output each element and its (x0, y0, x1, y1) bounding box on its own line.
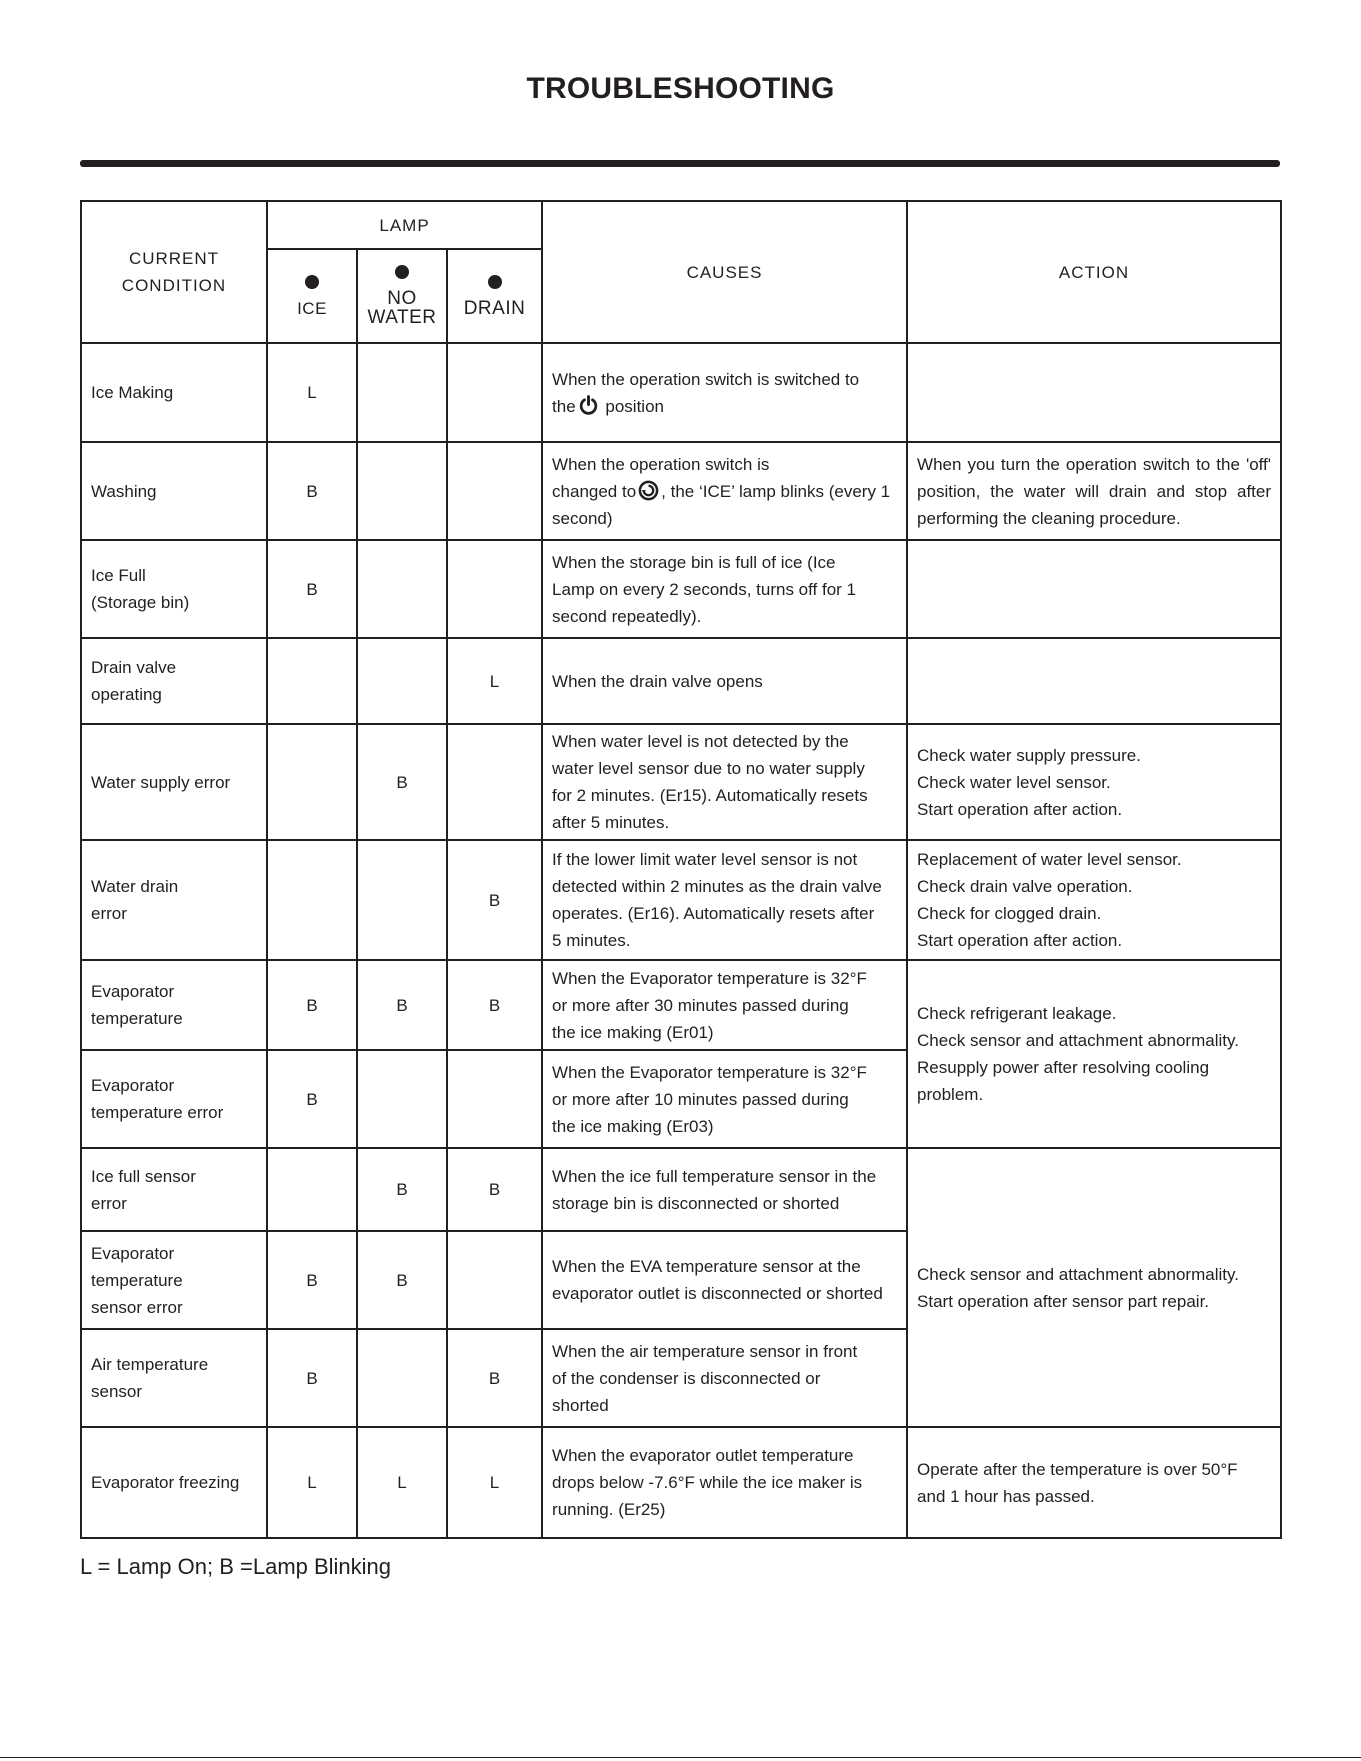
condition-cell: Evaporator temperature sensor error (81, 1231, 267, 1329)
lamp-label-drain: DRAIN (463, 297, 526, 319)
lamp-drain-cell: B (447, 1329, 542, 1427)
condition-cell: Evaporator temperature (81, 960, 267, 1050)
condition-cell: Evaporator temperature error (81, 1050, 267, 1148)
action-cell: When you turn the operation switch to the 'off' position, the water will drain and stop after performing the cleaning procedure. (907, 442, 1281, 540)
action-cell: Check refrigerant leakage. Check sensor and attachment abnormality. Resupply power after resolving cooling problem. (907, 960, 1281, 1148)
header-action: ACTION (907, 201, 1281, 343)
action-cell: Check sensor and attachment abnormality. Start operation after sensor part repair. (907, 1148, 1281, 1427)
cause-cell: If the lower limit water level sensor is not detected within 2 minutes as the drain valve operates. (Er16). Automatically resets after 5 minutes. (542, 840, 907, 960)
action-cell: Operate after the temperature is over 50°F and 1 hour has passed. (907, 1427, 1281, 1538)
table-row (81, 343, 1281, 442)
lamp-dot-icon (305, 275, 319, 289)
table-row (81, 442, 1281, 540)
cause-cell: When the Evaporator temperature is 32°F or more after 10 minutes passed during the ice making (Er03) (542, 1050, 907, 1148)
lamp-drain-cell: B (447, 960, 542, 1050)
condition-cell: Water drain error (81, 840, 267, 960)
lamp-ice-cell: B (267, 540, 357, 638)
troubleshooting-table (80, 200, 1282, 1539)
action-cell (907, 540, 1281, 638)
header-lamp: LAMP (267, 201, 542, 249)
lamp-no-water-cell: B (357, 724, 447, 840)
header-lamp-no-water (357, 249, 447, 343)
header-lamp-drain (447, 249, 542, 343)
table-row (81, 724, 1281, 840)
condition-cell: Air temperature sensor (81, 1329, 267, 1427)
condition-cell: Ice full sensor error (81, 1148, 267, 1231)
lamp-ice-cell: B (267, 1050, 357, 1148)
table-row (81, 960, 1281, 1050)
cause-cell: When the storage bin is full of ice (Ice Lamp on every 2 seconds, turns off for 1 second repeatedly). (542, 540, 907, 638)
lamp-drain-cell (447, 442, 542, 540)
lamp-ice-cell: B (267, 960, 357, 1050)
lamp-no-water-cell: L (357, 1427, 447, 1538)
condition-cell: Drain valve operating (81, 638, 267, 724)
lamp-ice-cell: B (267, 442, 357, 540)
cause-cell: When the drain valve opens (542, 638, 907, 724)
lamp-no-water-cell: B (357, 1148, 447, 1231)
lamp-drain-cell (447, 1050, 542, 1148)
lamp-no-water-cell (357, 442, 447, 540)
lamp-dot-icon (488, 275, 502, 289)
table-row (81, 638, 1281, 724)
lamp-no-water-cell: B (357, 960, 447, 1050)
power-icon (578, 395, 599, 416)
lamp-ice-cell (267, 724, 357, 840)
lamp-label-no-water: NO WATER (367, 288, 437, 328)
lamp-no-water-cell (357, 1329, 447, 1427)
cause-cell: When the Evaporator temperature is 32°F or more after 30 minutes passed during the ice making (Er01) (542, 960, 907, 1050)
lamp-ice-cell (267, 1148, 357, 1231)
action-cell: Replacement of water level sensor. Check drain valve operation. Check for clogged drain. Start operation after action. (907, 840, 1281, 960)
title-divider (80, 160, 1280, 167)
lamp-drain-cell (447, 1231, 542, 1329)
cause-cell: When the operation switch is switched to the position (542, 343, 907, 442)
action-cell (907, 343, 1281, 442)
cause-cell: When the EVA temperature sensor at the evaporator outlet is disconnected or shorted (542, 1231, 907, 1329)
lamp-drain-cell (447, 540, 542, 638)
lamp-dot-icon (395, 265, 409, 279)
table-row (81, 540, 1281, 638)
condition-cell: Ice Making (81, 343, 267, 442)
lamp-label-ice: ICE (297, 298, 327, 318)
cause-cell: When the operation switch is changed to , the ‘ICE’ lamp blinks (every 1 second) (542, 442, 907, 540)
lamp-drain-cell: L (447, 638, 542, 724)
action-cell (907, 638, 1281, 724)
header-lamp-ice (267, 249, 357, 343)
footer-divider (0, 1757, 1361, 1758)
lamp-ice-cell: B (267, 1329, 357, 1427)
lamp-no-water-cell (357, 1050, 447, 1148)
lamp-drain-cell: B (447, 1148, 542, 1231)
lamp-no-water-cell (357, 840, 447, 960)
page-title: TROUBLESHOOTING (526, 72, 835, 105)
cause-cell: When water level is not detected by the water level sensor due to no water supply for 2 minutes. (Er15). Automatically resets after 5 minutes. (542, 724, 907, 840)
lamp-no-water-cell (357, 638, 447, 724)
lamp-no-water-cell (357, 540, 447, 638)
lamp-ice-cell (267, 840, 357, 960)
header-current-condition: CURRENT CONDITION (81, 201, 267, 343)
condition-cell: Evaporator freezing (81, 1427, 267, 1538)
legend: L = Lamp On; B =Lamp Blinking (80, 1554, 392, 1579)
lamp-ice-cell: L (267, 343, 357, 442)
lamp-drain-cell: B (447, 840, 542, 960)
condition-cell: Washing (81, 442, 267, 540)
header-causes: CAUSES (542, 201, 907, 343)
lamp-ice-cell (267, 638, 357, 724)
table-row (81, 1148, 1281, 1231)
lamp-drain-cell: L (447, 1427, 542, 1538)
lamp-no-water-cell: B (357, 1231, 447, 1329)
lamp-drain-cell (447, 343, 542, 442)
lamp-ice-cell: L (267, 1427, 357, 1538)
cause-cell: When the ice full temperature sensor in the storage bin is disconnected or shorted (542, 1148, 907, 1231)
table-row (81, 840, 1281, 960)
cause-cell: When the evaporator outlet temperature drops below -7.6°F while the ice maker is running. (Er25) (542, 1427, 907, 1538)
lamp-ice-cell: B (267, 1231, 357, 1329)
condition-cell: Water supply error (81, 724, 267, 840)
table-row (81, 1427, 1281, 1538)
wash-cycle-icon (638, 480, 659, 501)
lamp-drain-cell (447, 724, 542, 840)
lamp-no-water-cell (357, 343, 447, 442)
condition-cell: Ice Full (Storage bin) (81, 540, 267, 638)
action-cell: Check water supply pressure. Check water level sensor. Start operation after action. (907, 724, 1281, 840)
cause-cell: When the air temperature sensor in front of the condenser is disconnected or shorted (542, 1329, 907, 1427)
